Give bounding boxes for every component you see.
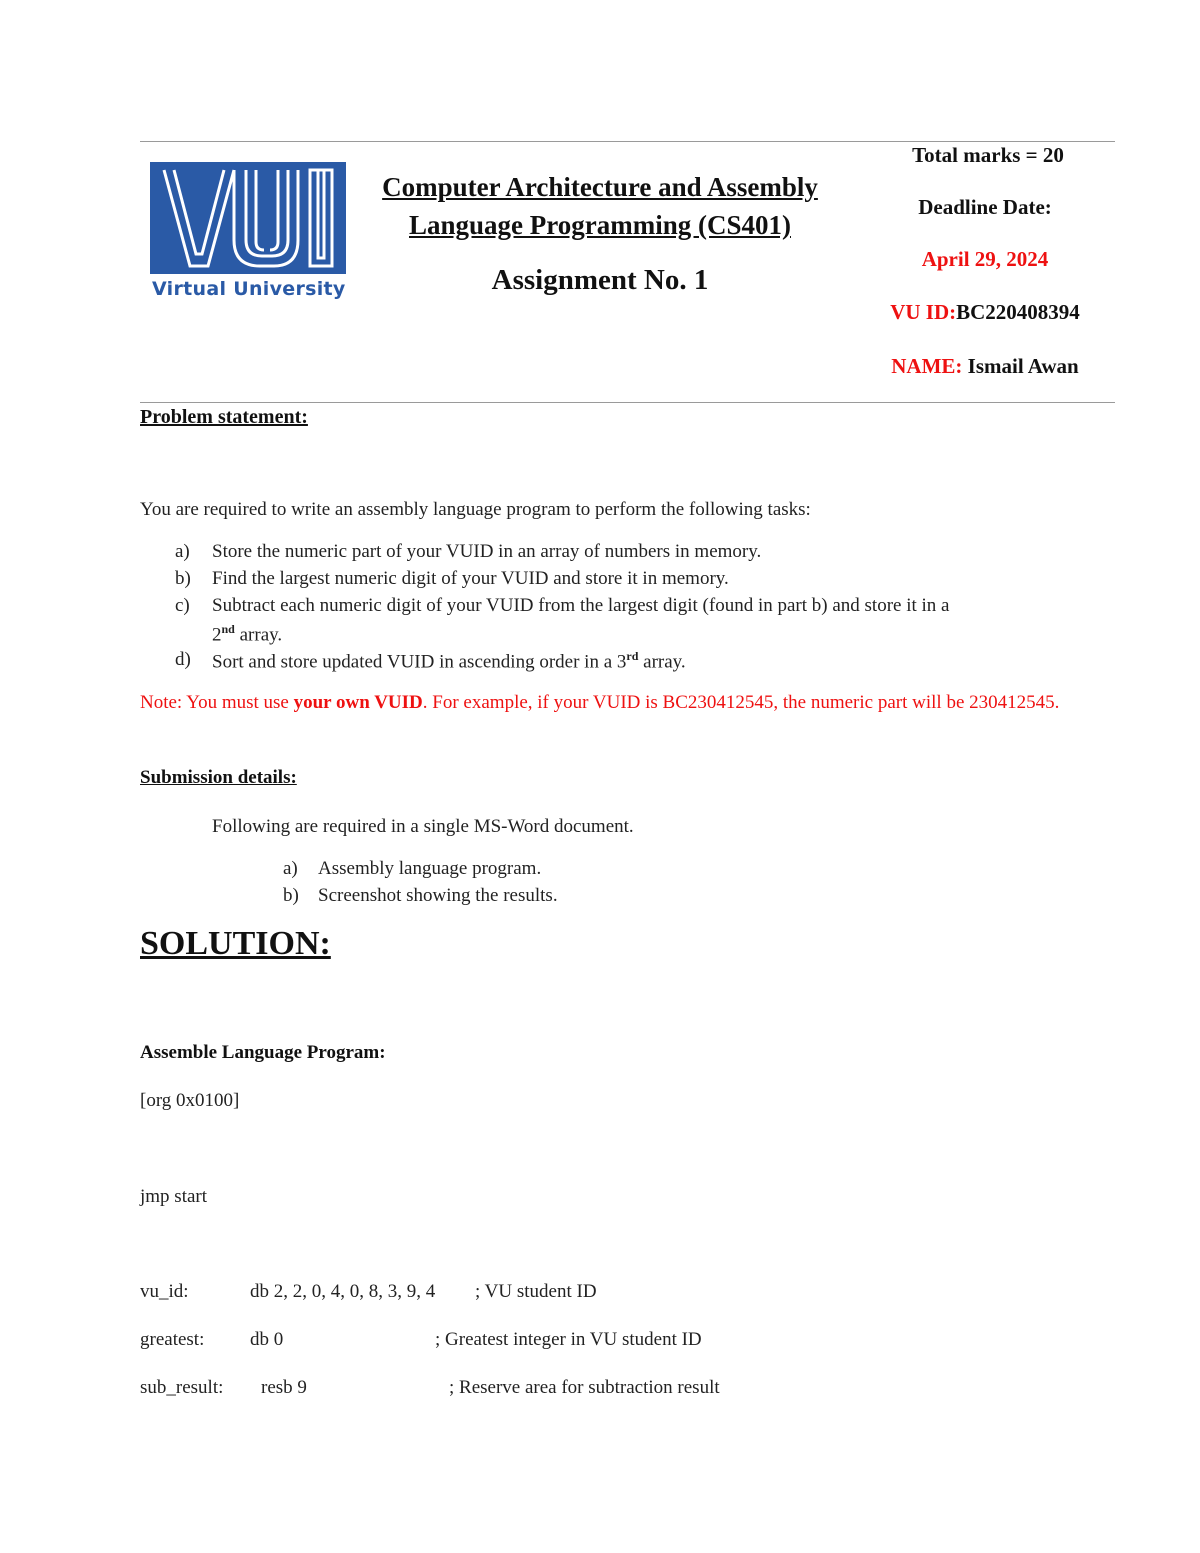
list-marker: a)	[175, 541, 190, 562]
header-top-rule	[140, 141, 1115, 142]
program-heading: Assemble Language Program:	[140, 1042, 386, 1063]
note-post: . For example, if your VUID is BC230412545, the numeric part will be 230412545.	[422, 692, 1060, 713]
code-line: jmp start	[140, 1186, 208, 1207]
name-label: NAME:	[891, 354, 963, 378]
note	[140, 689, 1080, 717]
deadline-date: April 29, 2024	[921, 247, 1049, 271]
problem-intro: You are required to write an assembly language program to perform the following tasks:	[140, 499, 811, 520]
list-marker: d)	[175, 649, 191, 670]
header-bottom-rule	[140, 402, 1115, 403]
course-title	[330, 168, 870, 244]
ordinal-suffix: rd	[626, 649, 639, 663]
course-title-line1: Computer Architecture and Assembly	[382, 172, 818, 202]
code-instruction: resb 9	[261, 1377, 307, 1398]
list-text	[212, 649, 686, 673]
note-pre: Note: You must use	[140, 692, 294, 713]
code-instruction: db 2, 2, 0, 4, 0, 8, 3, 9, 4	[250, 1281, 436, 1302]
vu-id	[860, 300, 1110, 325]
total-marks: Total marks = 20	[912, 143, 1064, 167]
list-marker: b)	[175, 568, 191, 589]
solution-heading: SOLUTION:	[140, 925, 331, 962]
code-comment: ; Reserve area for subtraction result	[449, 1377, 720, 1398]
code-label: vu_id:	[140, 1281, 189, 1302]
list-text: Screenshot showing the results.	[318, 885, 558, 906]
code-comment: ; VU student ID	[475, 1281, 597, 1302]
course-title-line2: Language Programming (CS401)	[409, 210, 791, 240]
submission-intro: Following are required in a single MS-Word document.	[212, 816, 634, 837]
submission-heading: Submission details:	[140, 767, 297, 788]
list-marker: a)	[283, 858, 298, 879]
note-bold: your own VUID	[293, 692, 423, 713]
list-text: Find the largest numeric digit of your VUID and store it in memory.	[212, 568, 729, 589]
student-name	[860, 354, 1110, 379]
code-comment: ; Greatest integer in VU student ID	[435, 1329, 702, 1350]
code-label: greatest:	[140, 1329, 205, 1350]
list-text-post: array.	[638, 651, 686, 673]
list-marker: c)	[175, 595, 190, 616]
assignment-title: Assignment No. 1	[491, 264, 709, 296]
code-instruction: db 0	[250, 1329, 284, 1350]
ordinal-number: 2	[212, 624, 222, 646]
name-value: Ismail Awan	[962, 354, 1079, 378]
list-marker: b)	[283, 885, 299, 906]
deadline-label: Deadline Date:	[918, 195, 1052, 219]
list-text-continuation	[212, 622, 282, 646]
list-text: Store the numeric part of your VUID in an array of numbers in memory.	[212, 541, 762, 562]
vu-logo-caption: Virtual University	[152, 278, 346, 300]
vu-id-value: BC220408394	[956, 300, 1080, 324]
code-label: sub_result:	[140, 1377, 224, 1398]
vu-logo	[150, 162, 346, 302]
ordinal-suffix: nd	[221, 622, 235, 636]
problem-heading: Problem statement:	[140, 406, 308, 428]
code-line: [org 0x0100]	[140, 1090, 240, 1111]
list-text: Assembly language program.	[318, 858, 542, 879]
list-text: Subtract each numeric digit of your VUID from the largest digit (found in part b) and store it in a	[212, 595, 950, 616]
list-text-pre: Sort and store updated VUID in ascending order in a 3	[212, 651, 627, 673]
ordinal-rest: array.	[234, 624, 283, 646]
vu-id-label: VU ID:	[890, 300, 957, 324]
vu-logo-mark	[150, 162, 346, 274]
